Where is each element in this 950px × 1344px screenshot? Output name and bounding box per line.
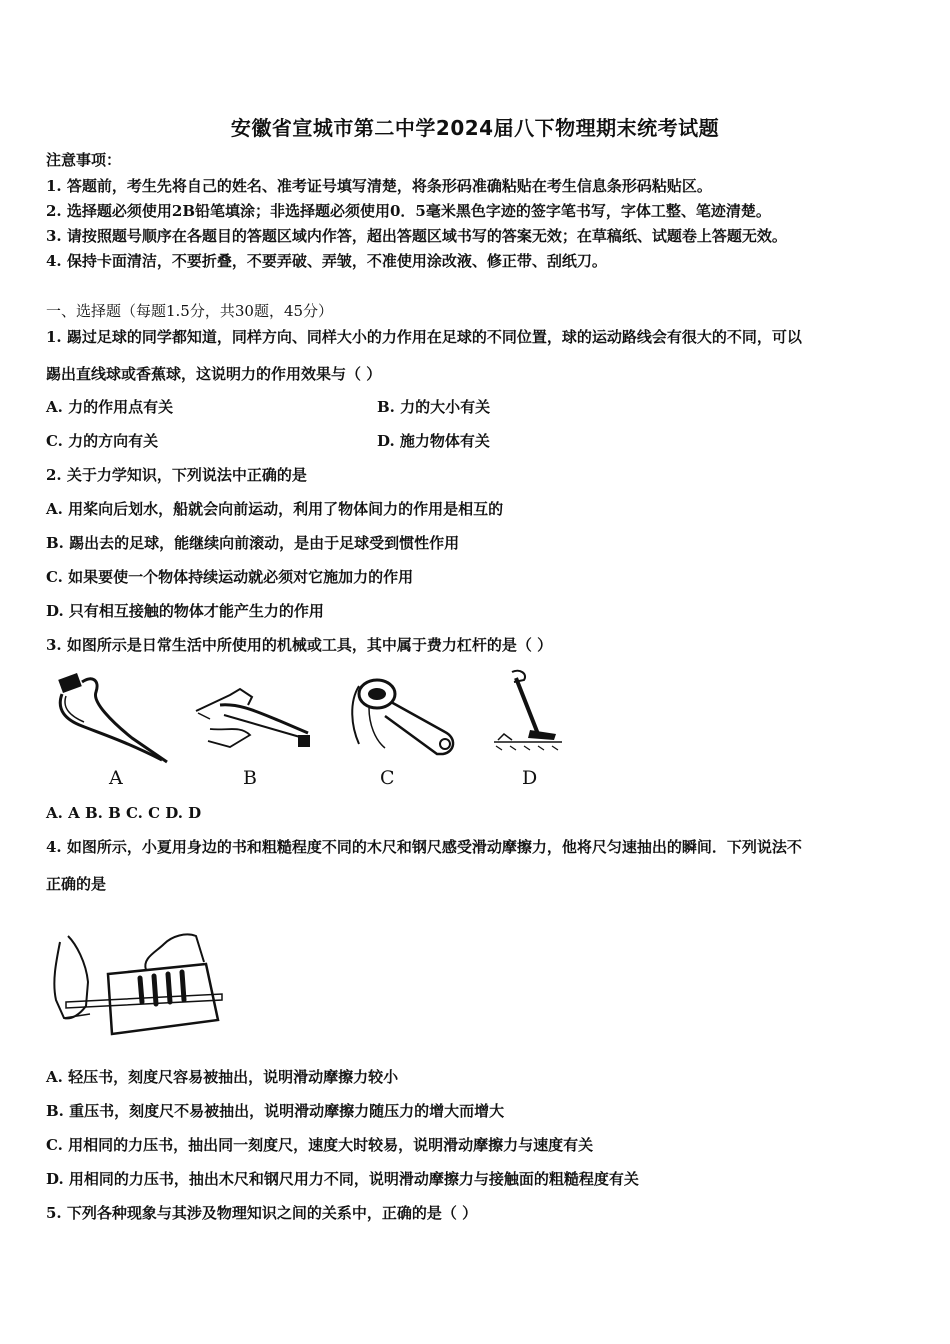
q1-stem-line1: 1. 踢过足球的同学都知道，同样方向、同样大小的力作用在足球的不同位置，球的运动路线会有很大的不同，可以 [46, 328, 802, 346]
q4-stem-line1: 4. 如图所示，小夏用身边的书和粗糙程度不同的木尺和钢尺感受滑动摩擦力，他将尺匀速抽出的瞬间．下列说法不 [46, 838, 802, 856]
notice-heading: 注意事项： [46, 151, 122, 169]
q3-figure-label-a: A [109, 767, 123, 789]
section-heading: 一、选择题（每题1.5分，共30题，45分） [46, 302, 334, 320]
notice-item-3: 3. 请按照题号顺序在各题目的答题区域内作答，超出答题区域书写的答案无效；在草稿纸、试题卷上答题无效。 [46, 227, 787, 245]
q2-option-a: A. 用桨向后划水，船就会向前运动，利用了物体间力的作用是相互的 [46, 500, 504, 518]
q3-stem: 3. 如图所示是日常生活中所使用的机械或工具，其中属于费力杠杆的是（ ） [46, 636, 553, 654]
q3-figure-label-d: D [522, 767, 538, 789]
q1-option-c: C. 力的方向有关 [46, 432, 159, 450]
q3-figure-bottle-opener [345, 668, 465, 778]
q4-option-d: D. 用相同的力压书，抽出木尺和钢尺用力不同，说明滑动摩擦力与接触面的粗糙程度有关 [46, 1170, 639, 1188]
q1-option-b: B. 力的大小有关 [377, 398, 491, 416]
q3-figure-pincers [52, 670, 172, 770]
q3-figure-label-c: C [380, 767, 395, 789]
q4-option-b: B. 重压书，刻度尺不易被抽出，说明滑动摩擦力随压力的增大而增大 [46, 1102, 505, 1120]
q1-stem-line2: 踢出直线球或香蕉球，这说明力的作用效果与（ ） [46, 365, 382, 383]
q1-option-a: A. 力的作用点有关 [46, 398, 174, 416]
q3-options: A. A B. B C. C D. D [46, 804, 202, 822]
notice-item-1: 1. 答题前，考生先将自己的姓名、准考证号填写清楚，将条形码准确粘贴在考生信息条形码粘贴区。 [46, 177, 712, 195]
notice-item-2: 2. 选择题必须使用2B铅笔填涂；非选择题必须使用0．5毫米黑色字迹的签字笔书写，字体工整、笔迹清楚。 [46, 202, 771, 220]
q2-option-d: D. 只有相互接触的物体才能产生力的作用 [46, 602, 324, 620]
q4-option-a: A. 轻压书，刻度尺容易被抽出，说明滑动摩擦力较小 [46, 1068, 399, 1086]
q1-option-d: D. 施力物体有关 [377, 432, 490, 450]
page-title: 安徽省宣城市第二中学2024届八下物理期末统考试题 [230, 116, 720, 140]
q4-option-c: C. 用相同的力压书，抽出同一刻度尺，速度大时较易，说明滑动摩擦力与速度有关 [46, 1136, 594, 1154]
q2-option-c: C. 如果要使一个物体持续运动就必须对它施加力的作用 [46, 568, 414, 586]
q2-option-b: B. 踢出去的足球，能继续向前滚动，是由于足球受到惯性作用 [46, 534, 460, 552]
q4-stem-line2: 正确的是 [46, 875, 107, 893]
q3-figure-label-b: B [243, 767, 257, 789]
notice-item-4: 4. 保持卡面清洁，不要折叠，不要弄破、弄皱，不准使用涂改液、修正带、刮纸刀。 [46, 252, 607, 270]
q2-stem: 2. 关于力学知识，下列说法中正确的是 [46, 466, 307, 484]
q5-stem: 5. 下列各种现象与其涉及物理知识之间的关系中，正确的是（ ） [46, 1204, 478, 1222]
q4-figure-book-ruler [46, 922, 226, 1037]
q3-figure-hoe [490, 668, 565, 763]
q3-figure-stapler [190, 675, 320, 770]
